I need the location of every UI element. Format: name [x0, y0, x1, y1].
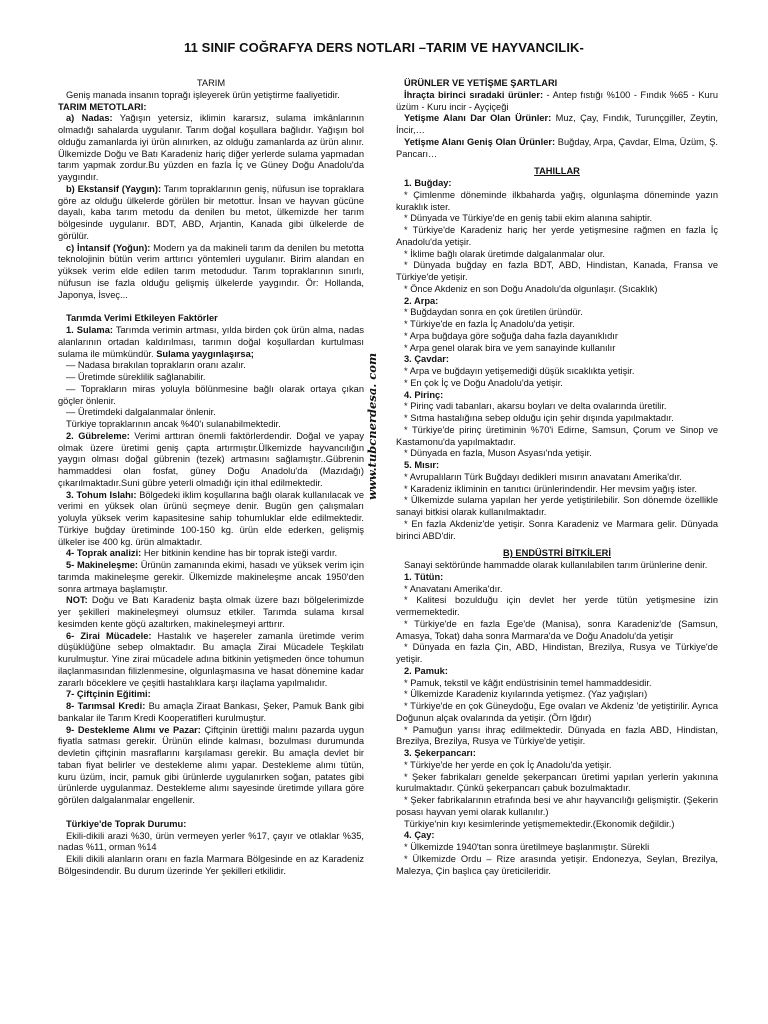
pamuk-item: * Türkiye'de en çok Güneydoğu, Ege ovaları ve Akdeniz 'de yetiştirilir. Ayrıca Doğunun alçak ovalarında da yetişir. (Örn Iğdır) [396, 701, 718, 723]
sulama-paragraph: 1. Sulama: Tarımda verimin artması, yılda birden çok ürün alma, nadas alanlarının ortadan kaldırılması, tarımın doğal koşullardan kurtulması sulama ile mümkündür. Sulama yaygınlaşırsa; [58, 325, 364, 359]
arpa-item: * Buğdaydan sonra en çok üretilen üründür. [404, 307, 583, 318]
left-column [58, 78, 364, 878]
cay-heading: 4. Çay: [404, 830, 435, 841]
cay-item: * Ülkemizde 1940'tan sonra üretilmeye başlanmıştır. Sürekli [404, 842, 650, 852]
tarim-heading: TARIM [196, 78, 226, 88]
bugday-item: * Türkiye'de Karadeniz hariç her yerde yetişmesine rağmen en fazla İç Anadolu'da yetişir. [396, 225, 718, 247]
cavdar-item: * Arpa ve buğdayın yetişemediği düşük sıcaklıkta yetişir. [404, 366, 635, 376]
misir-item: * En fazla Akdeniz'de yetişir. Sonra Karadeniz ve Marmara gelir. Dünyada birinci ABD'dir. [396, 518, 718, 541]
urunler-heading: ÜRÜNLER VE YETİŞME ŞARTLARI [404, 78, 558, 88]
misir-item: * Ülkemizde sulama yapılan her yerde yetiştirilebilir. Son dönemde özellikle sanayi bitkisi olarak kullanılmaktadır. [396, 495, 718, 517]
tutun-item: * Türkiye'de en fazla Ege'de (Manisa), sonra Karadeniz'de (Samsun, Amasya, Tokat) daha sonra Marmara'da ve Doğu Anadolu'da yetişir [396, 618, 718, 641]
bugday-item: * Dünyada ve Türkiye'de en geniş tabii ekim alanına sahiptir. [404, 213, 653, 224]
pamuk-item: * Ülkemizde Karadeniz kıyılarında yetişmez. (Yaz yağışları) [404, 689, 648, 700]
metotlar-heading: TARIM METOTLARI: [58, 101, 147, 112]
dar-alan-paragraph: Yetişme Alanı Dar Olan Ürünler: Muz, Çay, Fındık, Turunçgiller, Zeytin, İncir,… [396, 113, 718, 135]
tahillar-heading: TAHILLAR [534, 166, 580, 177]
pamuk-heading: 2. Pamuk: [404, 665, 448, 676]
misir-heading: 5. Mısır: [404, 460, 440, 470]
sulama-note: Türkiye topraklarının ancak %40'ı sulanabilmektedir. [66, 419, 281, 429]
misir-item: * Avrupalıların Türk Buğdayı dedikleri mısırın anavatanı Amerika'dır. [404, 471, 682, 482]
zirai-paragraph: 6- Zirai Mücadele: Hastalık ve haşereler zamanla üretimde verim düşüklüğüne sebep olmaktadır. Bu amaçla Zirai Mücadele Teşkilatı kurulmuştur. Yine zirai mücadele adına bitkinin yetişmeden önce tohumun ilaçlanmasından filizlenmesine, olgunlaşmasına ve hasat dönemine kadar zararlı böceklere ve çeşitli hastalıklara karşı ilaçlama yapılmalıdır. [58, 630, 365, 688]
ihracat-paragraph: İhraçta birinci sıradaki ürünler: - Antep fıstığı %100 - Fındık %65 - Kuru üzüm - Kuru incir - Ayçiçeği [396, 89, 718, 112]
bugday-item: * Önce Akdeniz en son Doğu Anadolu'da olgunlaşır. (Sıcaklık) [404, 283, 658, 294]
arpa-item: * Arpa buğdaya göre soğuğa daha fazla dayanıklıdır [404, 330, 618, 341]
pamuk-item: * Pamuğun yarısı ihraç edilmektedir. Dünyada en fazla ABD, Hindistan, Brezilya, Brezilya, Rusya ve Türkiye'de yetişir. [396, 724, 718, 747]
tohum-paragraph: 3. Tohum Islahı: Bölgedeki iklim koşullarına bağlı olarak kullanılacak ve verimi en yüksek olan ürünü seçmeye denir. Bugün gen çalışmaları yoluyla yüksek verim kapasitesine sahip tohumluklar elde edilmektedir. Türkiye buğday üretiminde 100-150 kg. ürün elde ederken, gelişmiş ülkeler ise 400 kg. ürün almaktadır. [58, 489, 365, 547]
kredi-paragraph: 8- Tarımsal Kredi: Bu amaçla Ziraat Bankası, Şeker, Pamuk Bank gibi bankalar ile Tarım Kredi Kooperatifleri kurulmuştur. [58, 701, 364, 723]
sulama-item: — Nadasa bırakılan toprakların oranı azalır. [66, 360, 246, 371]
bugday-item: * İklime bağlı olarak üretimde dalgalanmalar olur. [404, 248, 606, 259]
seker-item: * Türkiye'de her yerde en çok İç Anadolu'da yetişir. [404, 759, 612, 770]
bugday-heading: 1. Buğday: [404, 178, 452, 188]
verim-heading: Tarımda Verimi Etkileyen Faktörler [66, 313, 218, 324]
arpa-item: * Türkiye'de en fazla İç Anadolu'da yetişir. [404, 319, 575, 329]
tutun-item: * Anavatanı Amerika'dır. [404, 583, 503, 594]
pirinc-item: * Sıtma hastalığına sebep olduğu için şehir dışında yapılmaktadır. [404, 413, 674, 423]
page-title: 11 SINIF COĞRAFYA DERS NOTLARI –TARIM VE HAYVANCILIK- [184, 40, 584, 55]
ekstansif-paragraph: b) Ekstansif (Yaygın): Tarım topraklarının geniş, nüfusun ise topraklara göre az olduğu ülkelerde görülen bir metottur. İnsan ve hayvan gücüne dayalı, kaba tarım metodu da denilen bu metot, ülkemizde her tarım bölgesinde uygulanır. BDT, ABD, Arjantin, Kanada gibi ülkelerde de görülür. [58, 183, 364, 241]
tutun-item: * Kalitesi bozulduğu için devlet her yerde tütün yetişmesine izin vermemektedir. [396, 595, 718, 617]
nadas-paragraph: a) Nadas: Yağışın yetersiz, iklimin kararsız, sulama imkânlarının olmadığı sahalarda uygulanır. Tarım doğal koşullara bağlıdır. Yağışın bol olduğu zamanlarda iyi ürün alınırken, az olduğu zamanlarda az ürün alınır. Ülkemizde Doğu ve Batı Karadeniz hariç diğer yerlerde sulama yapmadan tarım yapmak zordur.Bu yüzden en fazla İç ve Güney Doğu Anadolu'da yaygındır. [58, 113, 364, 182]
sulama-item: — Üretimdeki dalgalanmalar önlenir. [66, 407, 216, 418]
tarim-intro: Geniş manada insanın toprağı işleyerek ürün yetiştirme faaliyetidir. [66, 89, 340, 100]
makine-paragraph: 5- Makineleşme: Ürünün zamanında ekimi, hasadı ve yüksek verim için tarımda makineleşme gerekir. Ülkemizde makineleşme ancak 1950'den sonra artmaya başlamıştır. [58, 560, 364, 594]
cavdar-heading: 3. Çavdar: [404, 354, 449, 365]
tutun-item: * Dünyada en fazla Çin, ABD, Hindistan, Brezilya, Rusya ve Türkiye'de yetişir. [396, 642, 718, 664]
arpa-item: * Arpa genel olarak bira ve yem sanayinde kullanılır [404, 342, 616, 353]
toprak-durumu-text: Ekili dikili alanların oranı en fazla Marmara Bölgesinde en az Karadeniz Bölgesindendir. Bu durum üzerinde Yer şekilleri etkilidir. [58, 854, 364, 876]
seker-item: Türkiye'nin kıyı kesimlerinde yetişmemektedir.(Ekonomik değildir.) [404, 818, 675, 829]
misir-item: * Karadeniz ikliminin en tanıtıcı ürünlerindendir. Her mevsim yağış ister. [404, 483, 697, 494]
pirinc-item: * Türkiye'de pirinç üretiminin %70'i Edirne, Samsun, Çorum ve Sinop ve Kastamonu'da yapılmaktadır. [396, 424, 718, 447]
seker-item: * Şeker fabrikaları genelde şekerpancarı üretimi yapılan yerlerin yakınına kurulmaktadır. Çünkü şekerpancarı çabuk bozulmaktadır. [396, 771, 718, 794]
cavdar-item: * En çok İç ve Doğu Anadolu'da yetişir. [404, 377, 563, 388]
pirinc-item: * Pirinç vadi tabanları, akarsu boyları ve delta ovalarında üretilir. [404, 401, 667, 412]
toprak-durumu-heading: Türkiye'de Toprak Durumu: [66, 818, 187, 829]
bugday-item: * Çimlenme döneminde ilkbaharda yağış, olgunlaşma döneminde yazın kuraklık ister. [396, 189, 718, 212]
pirinc-heading: 4. Pirinç: [404, 389, 444, 400]
endustri-intro: Sanayi sektöründe hammadde olarak kullanılabilen tarım ürünlerine denir. [404, 560, 708, 570]
toprak-paragraph: 4- Toprak analizi: Her bitkinin kendine has bir toprak isteği vardır. [66, 548, 338, 559]
intansif-paragraph: c) İntansif (Yoğun): Modern ya da makineli tarım da denilen bu metotta teknolojinin bütün verim arttırıcı yöntemleri uygulanır. Birim alandan en yüksek verim elde edilen tarım metodudur. Tarım topraklarının sınırlı, nüfusun ise fazla olduğu gelişmiş ülkelerde yaygındır. Ör: Hollanda, Japonya, İsveç... [58, 242, 364, 300]
endustri-heading: B) ENDÜSTRİ BİTKİLERİ [503, 548, 611, 559]
pirinc-item: * Dünyada en fazla, Muson Asyası'nda yetişir. [404, 448, 592, 459]
toprak-durumu-text: Ekili-dikili arazi %30, ürün vermeyen yerler %17, çayır ve otlaklar %35, nadas %11, orman %14 [58, 830, 364, 853]
ciftci-heading: 7- Çiftçinin Eğitimi: [66, 689, 151, 700]
sulama-item: — Üretimde süreklilik sağlanabilir. [66, 372, 206, 382]
gubre-paragraph: 2. Gübreleme: Verimi arttıran önemli faktörlerdendir. Doğal ve yapay olmak üzere üretimi geniş çapta artırmıştır.Ülkemizde hayvancılığın yaygın olması doğal gübrenin (tezek) artmasını sağlamıştır..Gübrenin hammaddesi olan fosfat, güney Doğu Anadolu'da (Mazıdağı) çıkarılmaktadır.Suni gübre yeterli olmadığı için ithal edilmektedir. [58, 430, 364, 488]
tutun-heading: 1. Tütün: [404, 571, 444, 582]
not-paragraph: NOT: Doğu ve Batı Karadeniz başta olmak üzere bazı bölgelerimizde yer şekilleri makineleşmeyi olumsuz etkiler. Tarımda sulama kırsal kesimden kente göçü azaltırken, makineleşmeyi arttırır. [58, 595, 364, 629]
seker-item: * Şeker fabrikalarının etrafında besi ve ahır hayvancılığı gelişmiştir. (Şekerin posası hayvan yemi olarak kullanılır.) [396, 795, 718, 817]
right-column [396, 78, 718, 877]
seker-heading: 3. Şekerpancarı: [404, 748, 476, 758]
arpa-heading: 2. Arpa: [404, 295, 439, 306]
cay-item: * Ülkemizde Ordu – Rize arasında yetişir. Endonezya, Seylan, Brezilya, Malezya, Çin başlıca çay üreticileridir. [396, 853, 718, 876]
destek-paragraph: 9- Destekleme Alımı ve Pazar: Çiftçinin ürettiği malını pazarda uygun fiyatla satması gerekir. Ürünün elinde kalması, bozulması durumunda devletin çiftçinin masraflarını karşılaması gerekir. Bu amaçla devlet bir taban fiyat belirler ve destekleme alımı yapar. Destekleme alımı tütün, kuru üzüm, incir, pamuk gibi ürünlerde uygulanırken soğan, patates gibi ürünlerde uygulanmaz. Destekleme alımı sayesinde üretimde yıllara göre görülen dalgalanmalar engellenir. [58, 724, 364, 805]
bugday-item: * Dünyada buğday en fazla BDT, ABD, Hindistan, Kanada, Fransa ve Türkiye'de yetişir. [396, 260, 718, 282]
sulama-item: — Toprakların miras yoluyla bölünmesine bağlı olarak ortaya çıkan göçler önlenir. [58, 383, 364, 406]
genis-alan-paragraph: Yetişme Alanı Geniş Olan Ürünler: Buğday, Arpa, Çavdar, Elma, Üzüm, Ş. Pancarı… [396, 136, 718, 159]
pamuk-item: * Pamuk, tekstil ve kâğıt endüstrisinin temel hammaddesidir. [404, 677, 652, 688]
